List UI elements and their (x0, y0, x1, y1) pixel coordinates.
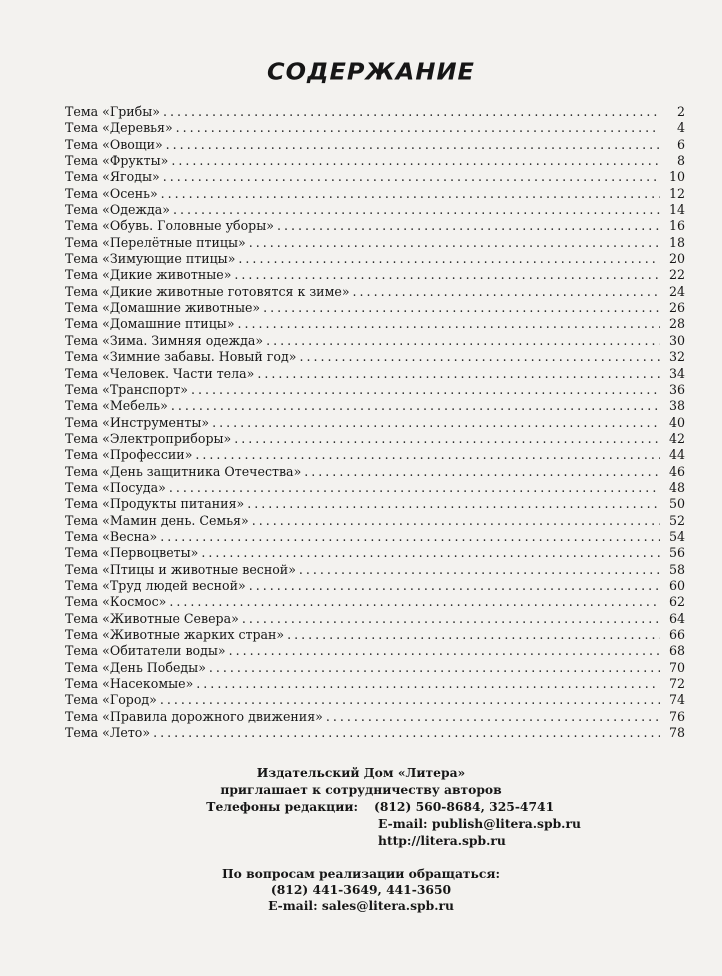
toc-leader-dots (247, 496, 660, 512)
toc-entry (65, 120, 685, 136)
toc-entry-page: 28 (668, 316, 685, 332)
toc-entry-page: 42 (668, 430, 685, 446)
toc-entry-label: Тема «Домашние животные» (65, 300, 261, 316)
toc-leader-dots (353, 284, 660, 300)
toc-leader-dots (209, 660, 660, 676)
toc-entry-page: 62 (668, 594, 685, 610)
toc-entry-label: Тема «Птицы и животные весной» (65, 561, 296, 577)
toc-entry-label: Тема «Транспорт» (65, 381, 188, 397)
toc-entry (65, 578, 685, 594)
toc-entry (65, 366, 685, 382)
publisher-name: Издательский Дом «Литера» (256, 765, 466, 780)
phones-value: (812) 560-8684, 325-4741 (374, 799, 555, 814)
toc-leader-dots (249, 578, 660, 594)
toc-entry-label: Тема «Насекомые» (65, 676, 194, 692)
toc-leader-dots (242, 611, 660, 627)
toc-entry (65, 218, 685, 234)
sales-email: E-mail: sales@litera.spb.ru (268, 898, 454, 913)
toc-entry-page: 70 (668, 659, 685, 675)
publisher-info (0, 764, 722, 849)
toc-leader-dots (304, 464, 660, 480)
toc-entry (65, 611, 685, 627)
toc-leader-dots (153, 725, 660, 741)
toc-entry (65, 709, 685, 725)
toc-leader-dots (171, 153, 660, 169)
toc-entry-page: 40 (668, 414, 685, 430)
sales-info (0, 866, 722, 914)
toc-entry (65, 513, 685, 529)
toc-leader-dots (171, 398, 660, 414)
toc-leader-dots (299, 562, 660, 578)
toc-entry (65, 235, 685, 251)
toc-entry-page: 6 (676, 136, 685, 152)
toc-entry-label: Тема «Ягоды» (65, 169, 160, 185)
toc-entry-label: Тема «День защитника Отечества» (65, 463, 302, 479)
toc-entry-page: 16 (668, 218, 685, 234)
toc-leader-dots (326, 709, 660, 725)
toc-leader-dots (169, 594, 660, 610)
toc-entry-label: Тема «Обитатели воды» (65, 643, 226, 659)
toc-leader-dots (196, 676, 660, 692)
toc-leader-dots (234, 267, 660, 283)
toc-leader-dots (160, 692, 660, 708)
toc-entry-label: Тема «Город» (65, 692, 157, 708)
toc-entry (65, 594, 685, 610)
toc-entry-label: Тема «Дикие животные» (65, 267, 232, 283)
toc-entry (65, 398, 685, 414)
toc-leader-dots (257, 366, 660, 382)
toc-entry (65, 660, 685, 676)
toc-entry (65, 447, 685, 463)
toc-entry-label: Тема «Домашние птицы» (65, 316, 235, 332)
toc-entry (65, 545, 685, 561)
toc-entry (65, 496, 685, 512)
publisher-website: http://litera.spb.ru (378, 833, 506, 848)
toc-leader-dots (191, 382, 660, 398)
toc-entry-label: Тема «Электроприборы» (65, 430, 232, 446)
toc-entry (65, 104, 685, 120)
toc-entry-label: Тема «Дикие животные готовятся к зиме» (65, 283, 350, 299)
toc-entry-page: 38 (668, 398, 685, 414)
toc-entry (65, 153, 685, 169)
toc-entry-label: Тема «Человек. Части тела» (65, 365, 255, 381)
toc-entry (65, 480, 685, 496)
editorial-phones (0, 798, 722, 815)
toc-leader-dots (238, 316, 660, 332)
toc-entry-page: 74 (668, 692, 685, 708)
toc-leader-dots (160, 529, 660, 545)
toc-entry-page: 72 (668, 676, 685, 692)
toc-entry (65, 431, 685, 447)
toc-entry-label: Тема «Лето» (65, 725, 151, 741)
toc-entry-page: 48 (668, 479, 685, 495)
toc-entry-page: 4 (676, 120, 685, 136)
toc-entry-page: 30 (668, 332, 685, 348)
toc-entry-page: 20 (668, 251, 685, 267)
toc-entry-label: Тема «Овощи» (65, 136, 163, 152)
toc-leader-dots (163, 104, 660, 120)
toc-entry-label: Тема «Обувь. Головные уборы» (65, 218, 274, 234)
toc-entry-page: 50 (668, 496, 685, 512)
toc-entry-page: 2 (676, 104, 685, 119)
publisher-invite: приглашает к сотрудничеству авторов (220, 782, 502, 797)
toc-leader-dots (166, 137, 660, 153)
toc-entry (65, 643, 685, 659)
toc-entry-page: 32 (668, 349, 685, 365)
toc-entry-page: 64 (668, 610, 685, 626)
toc-leader-dots (266, 333, 660, 349)
toc-leader-dots (299, 349, 660, 365)
toc-entry-label: Тема «Продукты питания» (65, 496, 245, 512)
toc-entry-page: 46 (668, 463, 685, 479)
toc-entry (65, 333, 685, 349)
toc-entry-page: 68 (668, 643, 685, 659)
toc-entry (65, 169, 685, 185)
sales-heading: По вопросам реализации обращаться: (222, 866, 500, 881)
toc-entry-label: Тема «Зимние забавы. Новый год» (65, 349, 297, 365)
toc-entry (65, 562, 685, 578)
page-title: СОДЕРЖАНИЕ (267, 58, 475, 86)
toc-entry-label: Тема «Деревья» (65, 120, 173, 136)
toc-entry-page: 44 (668, 447, 685, 463)
toc-entry (65, 316, 685, 332)
toc-entry-label: Тема «Перелётные птицы» (65, 234, 246, 250)
toc-entry-page: 66 (668, 627, 685, 642)
toc-entry-page: 34 (668, 365, 685, 381)
toc-leader-dots (287, 627, 660, 643)
toc-entry (65, 186, 685, 202)
toc-entry-label: Тема «Грибы» (65, 104, 160, 119)
toc-leader-dots (249, 235, 660, 251)
toc-entry-page: 78 (668, 725, 685, 741)
toc-leader-dots (238, 251, 660, 267)
toc-leader-dots (263, 300, 660, 316)
toc-entry-label: Тема «Мебель» (65, 398, 168, 414)
toc-entry (65, 676, 685, 692)
toc-entry-page: 26 (668, 300, 685, 316)
toc-entry (65, 692, 685, 708)
toc-leader-dots (277, 218, 660, 234)
toc-entry-label: Тема «Космос» (65, 594, 167, 610)
toc-entry (65, 415, 685, 431)
toc-entry-label: Тема «День Победы» (65, 659, 206, 675)
toc-entry-label: Тема «Фрукты» (65, 153, 169, 169)
toc-entry (65, 464, 685, 480)
toc-entry-label: Тема «Зимующие птицы» (65, 251, 236, 267)
toc-entry-label: Тема «Инструменты» (65, 414, 210, 430)
toc-entry-label: Тема «Правила дорожного движения» (65, 708, 323, 724)
sales-phones: (812) 441-3649, 441-3650 (270, 882, 452, 897)
toc-entry (65, 284, 685, 300)
toc-leader-dots (252, 513, 660, 529)
toc-leader-dots (212, 415, 660, 431)
toc-entry-label: Тема «Одежда» (65, 202, 170, 218)
toc-entry-page: 24 (668, 283, 685, 299)
toc-entry (65, 627, 685, 643)
toc-entry (65, 267, 685, 283)
phones-label: Телефоны редакции: (206, 799, 358, 814)
toc-entry-page: 22 (668, 267, 685, 283)
toc-entry-label: Тема «Осень» (65, 185, 158, 201)
toc-entry-label: Тема «Зима. Зимняя одежда» (65, 332, 264, 348)
toc-entry-label: Тема «Первоцветы» (65, 545, 199, 561)
toc-entry-page: 52 (668, 512, 685, 528)
toc-entry (65, 300, 685, 316)
toc-entry-label: Тема «Профессии» (65, 447, 193, 463)
toc-entry-page: 12 (668, 185, 685, 201)
toc-entry (65, 251, 685, 267)
toc-entry-label: Тема «Животные жарких стран» (65, 627, 285, 642)
toc-entry-label: Тема «Мамин день. Семья» (65, 512, 249, 528)
toc-entry (65, 349, 685, 365)
toc-leader-dots (173, 202, 660, 218)
toc-entry (65, 725, 685, 741)
toc-entry (65, 382, 685, 398)
toc-entry-page: 10 (668, 169, 685, 185)
toc-entry (65, 202, 685, 218)
toc-leader-dots (176, 120, 660, 136)
toc-entry-label: Тема «Труд людей весной» (65, 577, 246, 593)
toc-leader-dots (161, 186, 660, 202)
publisher-email: E-mail: publish@litera.spb.ru (378, 816, 581, 831)
toc-entry-page: 36 (668, 381, 685, 397)
toc-entry-label: Тема «Весна» (65, 528, 158, 544)
toc-entry-page: 18 (668, 234, 685, 250)
toc-leader-dots (163, 169, 660, 185)
toc-leader-dots (195, 447, 660, 463)
table-of-contents (65, 104, 685, 741)
toc-leader-dots (201, 545, 660, 561)
toc-entry (65, 137, 685, 153)
toc-entry-label: Тема «Посуда» (65, 479, 166, 495)
toc-entry-page: 60 (668, 577, 685, 593)
toc-leader-dots (229, 643, 660, 659)
toc-entry-page: 76 (668, 708, 685, 724)
toc-entry-label: Тема «Животные Севера» (65, 610, 239, 626)
toc-entry-page: 8 (676, 153, 685, 169)
toc-entry-page: 14 (668, 202, 685, 218)
toc-leader-dots (169, 480, 660, 496)
toc-entry-page: 54 (668, 528, 685, 544)
toc-entry-page: 56 (668, 545, 685, 561)
toc-entry-page: 58 (668, 561, 685, 577)
toc-leader-dots (234, 431, 660, 447)
toc-entry (65, 529, 685, 545)
